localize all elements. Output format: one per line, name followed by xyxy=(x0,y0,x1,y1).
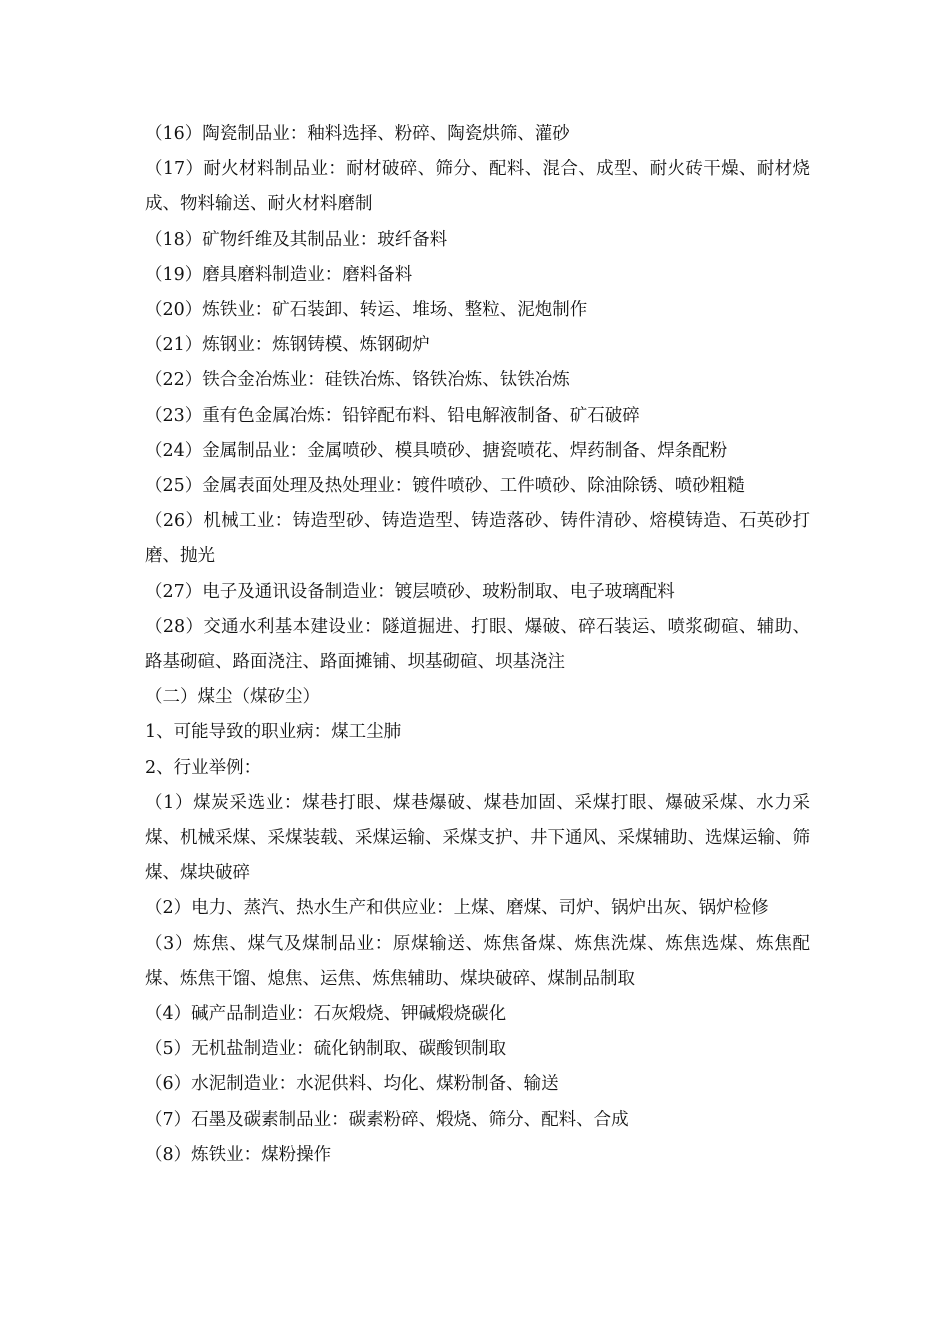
paragraph: （2）电力、蒸汽、热水生产和供应业：上煤、磨煤、司炉、锅炉出灰、锅炉检修 xyxy=(145,898,769,919)
paragraph: （7）石墨及碳素制品业：碳素粉碎、煅烧、筛分、配料、合成 xyxy=(145,1109,629,1130)
paragraph: （22）铁合金冶炼业：硅铁冶炼、铬铁冶炼、钛铁冶炼 xyxy=(145,370,570,391)
paragraph: （26）机械工业：铸造型砂、铸造造型、铸造落砂、铸件清砂、熔模铸造、石英砂打磨、抛光 xyxy=(145,511,810,567)
paragraph: （17）耐火材料制品业：耐材破碎、筛分、配料、混合、成型、耐火砖干燥、耐材烧成、物料输送、耐火材料磨制 xyxy=(145,159,810,215)
paragraph: （25）金属表面处理及热处理业：镀件喷砂、工件喷砂、除油除锈、喷砂粗糙 xyxy=(145,476,745,497)
paragraph: （28）交通水利基本建设业：隧道掘进、打眼、爆破、碎石装运、喷浆砌碹、辅助、路基砌碹、路面浇注、路面摊铺、坝基砌碹、坝基浇注 xyxy=(145,616,810,673)
paragraph: （5）无机盐制造业：硫化钠制取、碳酸钡制取 xyxy=(145,1039,507,1060)
paragraph: （20）炼铁业：矿石装卸、转运、堆场、整粒、泥炮制作 xyxy=(145,300,588,321)
paragraph: （6）水泥制造业：水泥供料、均化、煤粉制备、输送 xyxy=(145,1074,559,1095)
paragraph: （21）炼钢业：炼钢铸模、炼钢砌炉 xyxy=(145,335,430,356)
paragraph: （24）金属制品业：金属喷砂、模具喷砂、搪瓷喷花、焊药制备、焊条配粉 xyxy=(145,440,728,461)
paragraph: （1）煤炭采选业：煤巷打眼、煤巷爆破、煤巷加固、采煤打眼、爆破采煤、水力采煤、机械采煤、采煤装载、采煤运输、采煤支护、井下通风、采煤辅助、选煤运输、筛煤、煤块破碎 xyxy=(145,792,810,884)
paragraph: （4）碱产品制造业：石灰煅烧、钾碱煅烧碳化 xyxy=(145,1004,507,1025)
paragraph: （19）磨具磨料制造业：磨料备料 xyxy=(145,264,413,285)
document-body xyxy=(145,117,810,1173)
paragraph: （18）矿物纤维及其制品业：玻纤备料 xyxy=(145,229,448,250)
paragraph: 1、可能导致的职业病：煤工尘肺 xyxy=(145,722,402,743)
paragraph: （27）电子及通讯设备制造业：镀层喷砂、玻粉制取、电子玻璃配料 xyxy=(145,581,675,602)
paragraph: （3）炼焦、煤气及煤制品业：原煤输送、炼焦备煤、炼焦洗煤、炼焦选煤、炼焦配煤、炼焦干馏、熄焦、运焦、炼焦辅助、煤块破碎、煤制品制取 xyxy=(145,933,810,989)
section-heading: （二）煤尘（煤矽尘） xyxy=(145,687,320,708)
paragraph: 2、行业举例： xyxy=(145,757,262,778)
paragraph: （16）陶瓷制品业：釉料选择、粉碎、陶瓷烘筛、灌砂 xyxy=(145,124,570,144)
paragraph: （23）重有色金属冶炼：铅锌配布料、铅电解液制备、矿石破碎 xyxy=(145,405,640,426)
paragraph: （8）炼铁业：煤粉操作 xyxy=(145,1144,332,1165)
